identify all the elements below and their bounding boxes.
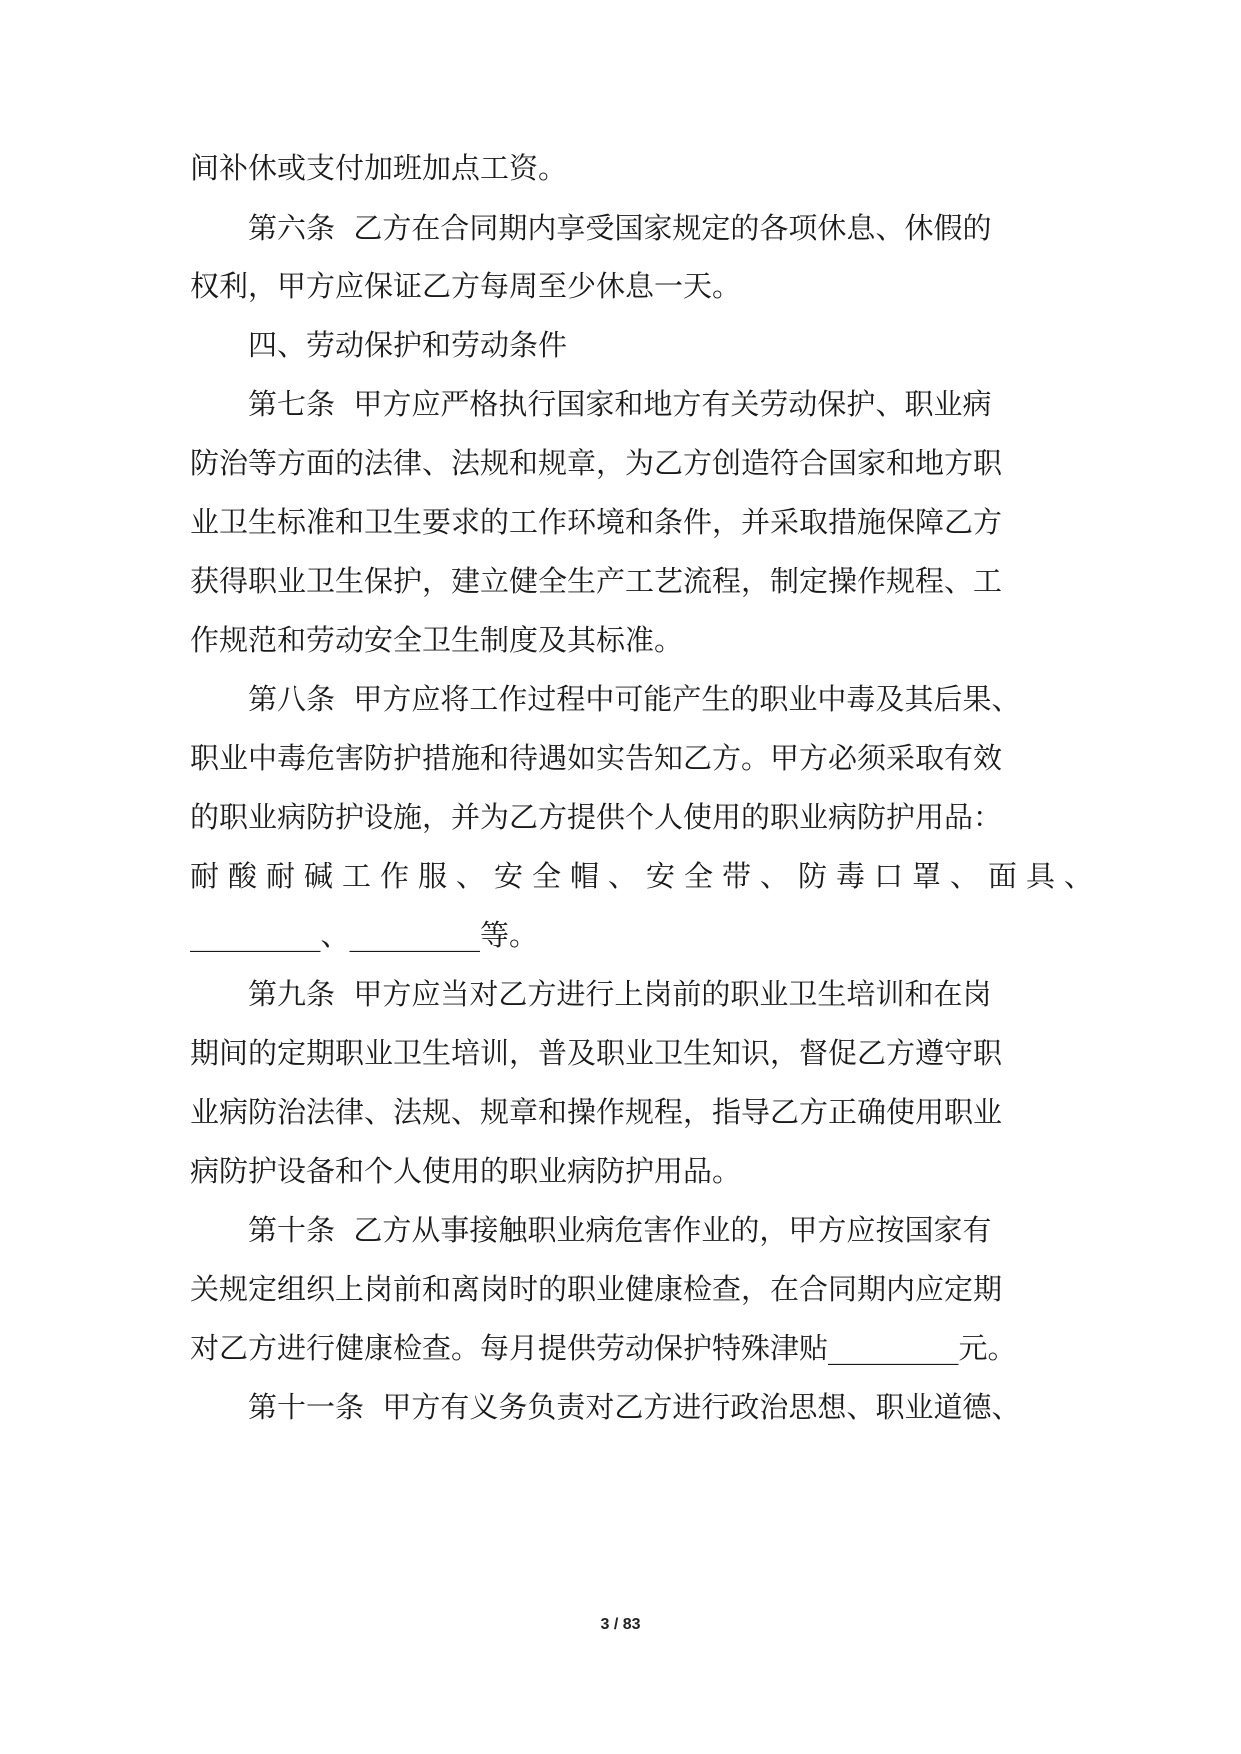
text-line: 关规定组织上岗前和离岗时的职业健康检查，在合同期内应定期 [190,1272,1003,1306]
text-line: 第七条 甲方应严格执行国家和地方有关劳动保护、职业病 [248,387,992,421]
text-line: 耐酸耐碱工作服、安全帽、安全带、防毒口罩、面具、 [190,859,1103,893]
text-line: 第九条 甲方应当对乙方进行上岗前的职业卫生培训和在岗 [248,977,992,1011]
text-line: 第六条 乙方在合同期内享受国家规定的各项休息、休假的 [248,211,992,245]
text-line: 作规范和劳动安全卫生制度及其标准。 [190,623,684,657]
text-line: 第十条 乙方从事接触职业病危害作业的，甲方应按国家有 [248,1213,992,1247]
text-line: 病防护设备和个人使用的职业病防护用品。 [190,1154,742,1188]
text-line: 权利，甲方应保证乙方每周至少休息一天。 [190,269,742,303]
text-line: 职业中毒危害防护措施和待遇如实告知乙方。甲方必须采取有效 [190,741,1003,775]
text-line: 业卫生标准和卫生要求的工作环境和条件，并采取措施保障乙方 [190,505,1003,539]
text-line: 间补休或支付加班加点工资。 [190,151,568,185]
section-heading: 四、劳动保护和劳动条件 [248,328,568,362]
page-number: 3 / 83 [600,1616,641,1633]
text-line: 期间的定期职业卫生培训，普及职业卫生知识，督促乙方遵守职 [190,1036,1003,1070]
text-line: _________、_________等。 [190,918,539,952]
text-line: 业病防治法律、法规、规章和操作规程，指导乙方正确使用职业 [190,1095,1003,1129]
text-line: 对乙方进行健康检查。每月提供劳动保护特殊津贴_________元。 [190,1331,1017,1365]
text-line: 的职业病防护设施，并为乙方提供个人使用的职业病防护用品： [190,800,1003,834]
text-line: 防治等方面的法律、法规和规章，为乙方创造符合国家和地方职 [190,446,1003,480]
text-line: 第八条 甲方应将工作过程中可能产生的职业中毒及其后果、 [248,682,1021,716]
text-line: 第十一条 甲方有义务负责对乙方进行政治思想、职业道德、 [248,1390,1021,1424]
text-line: 获得职业卫生保护，建立健全生产工艺流程，制定操作规程、工 [190,564,1003,598]
